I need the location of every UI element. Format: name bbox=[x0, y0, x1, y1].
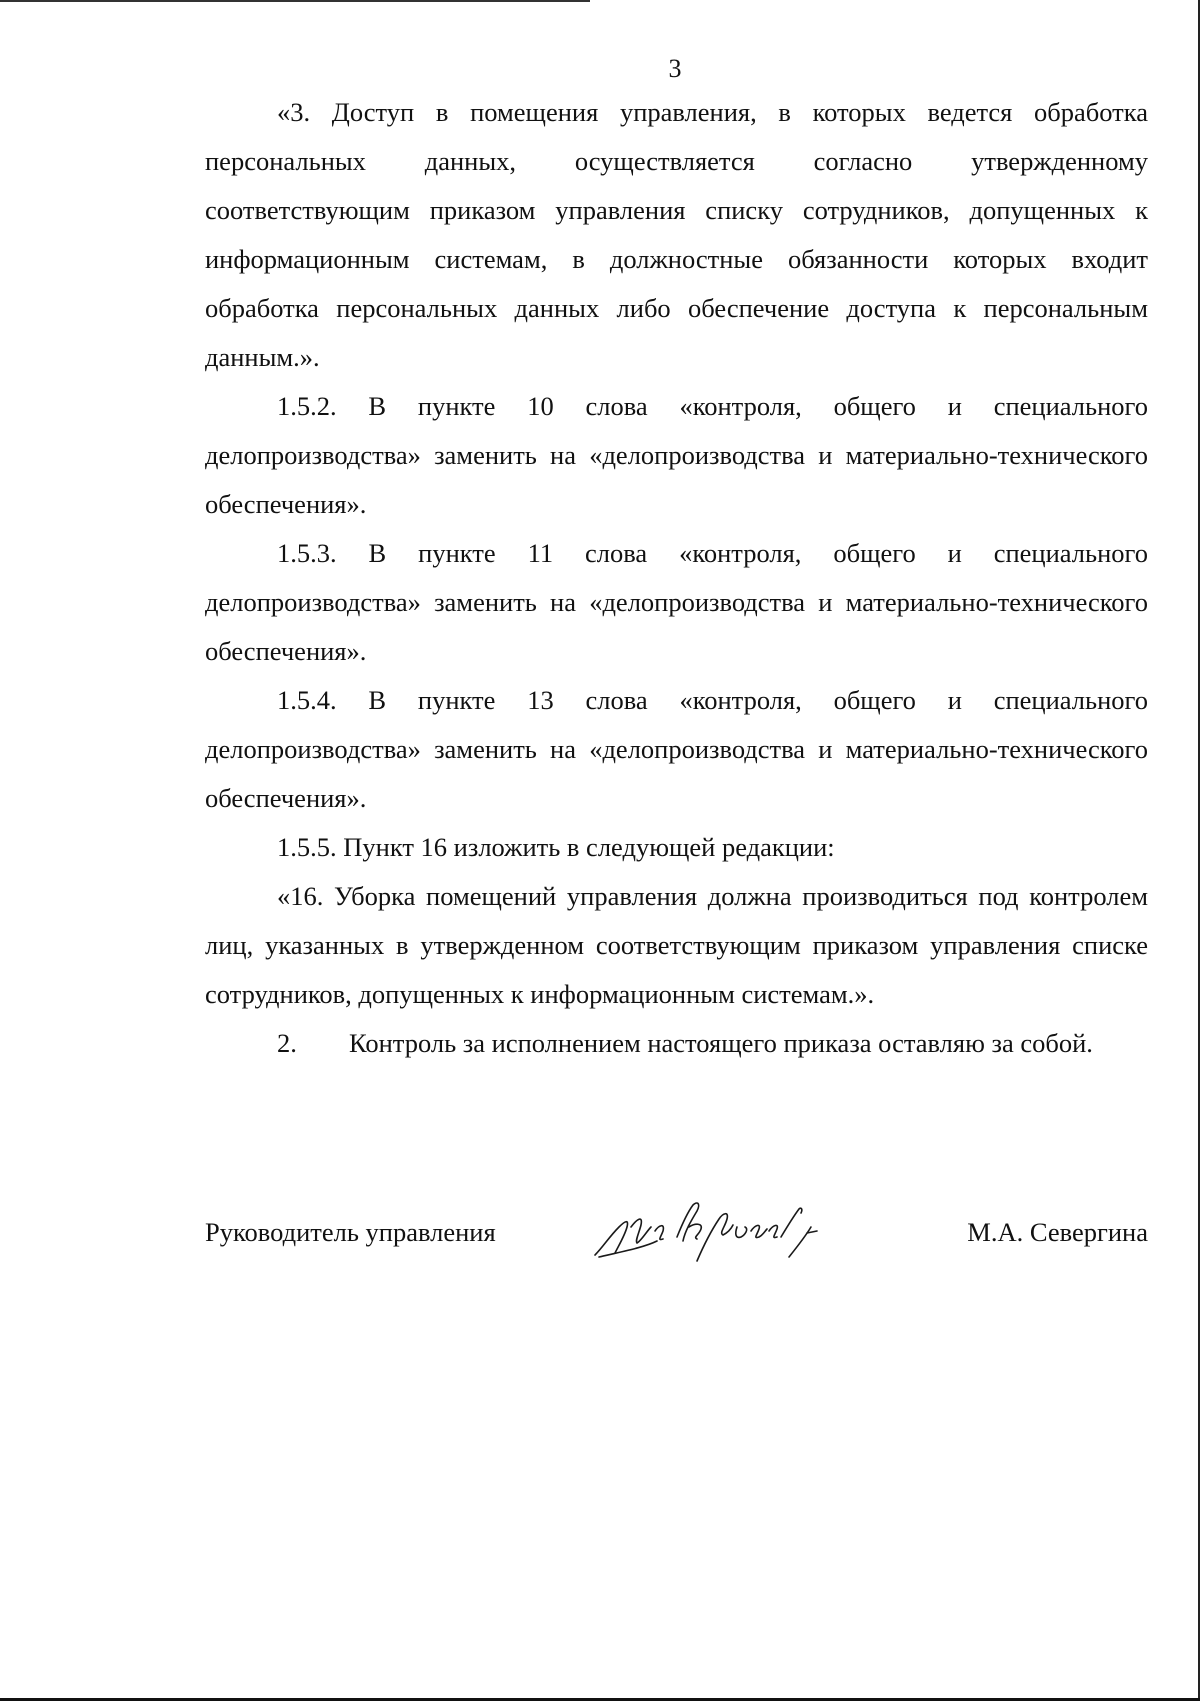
signatory-name: М.А. Севергина bbox=[967, 1217, 1148, 1247]
document-body bbox=[205, 88, 1148, 1068]
page-number: 3 bbox=[668, 54, 682, 83]
clause-text: Контроль за исполнением настоящего приказа оставляю за собой. bbox=[349, 1028, 1093, 1058]
paragraph-1-5-4: 1.5.4. В пункте 13 слова «контроля, общего и специального делопроизводства» заменить на «делопроизводства и материально-технического обеспечения». bbox=[205, 685, 1148, 813]
paragraph-control-clause bbox=[205, 1019, 1148, 1068]
paragraph-1-5-3: 1.5.3. В пункте 11 слова «контроля, общего и специального делопроизводства» заменить на «делопроизводства и материально-технического обеспечения». bbox=[205, 538, 1148, 666]
handwritten-signature bbox=[585, 1197, 845, 1267]
paragraph-1-5-2: 1.5.2. В пункте 10 слова «контроля, общего и специального делопроизводства» заменить на «делопроизводства и материально-технического обеспечения». bbox=[205, 391, 1148, 519]
paragraph-cleaning-rule: «16. Уборка помещений управления должна производиться под контролем лиц, указанных в утвержденном соответствующим приказом управления списке сотрудников, допущенных к информационным системам.». bbox=[205, 881, 1148, 1009]
signatory-position: Руководитель управления bbox=[205, 1217, 496, 1247]
paragraph-1-5-5: 1.5.5. Пункт 16 изложить в следующей редакции: bbox=[277, 832, 835, 862]
scan-edge-top bbox=[0, 0, 590, 2]
clause-number: 2. bbox=[277, 1028, 297, 1058]
paragraph-access-rule: «3. Доступ в помещения управления, в которых ведется обработка персональных данных, осуществляется согласно утвержденному соответствующим приказом управления списку сотрудников, допущенных к информационным системам, в должностные обязанности которых входит обработка персональных данных либо обеспечение доступа к персональным данным.». bbox=[205, 97, 1148, 372]
signature-block bbox=[205, 1205, 1148, 1265]
